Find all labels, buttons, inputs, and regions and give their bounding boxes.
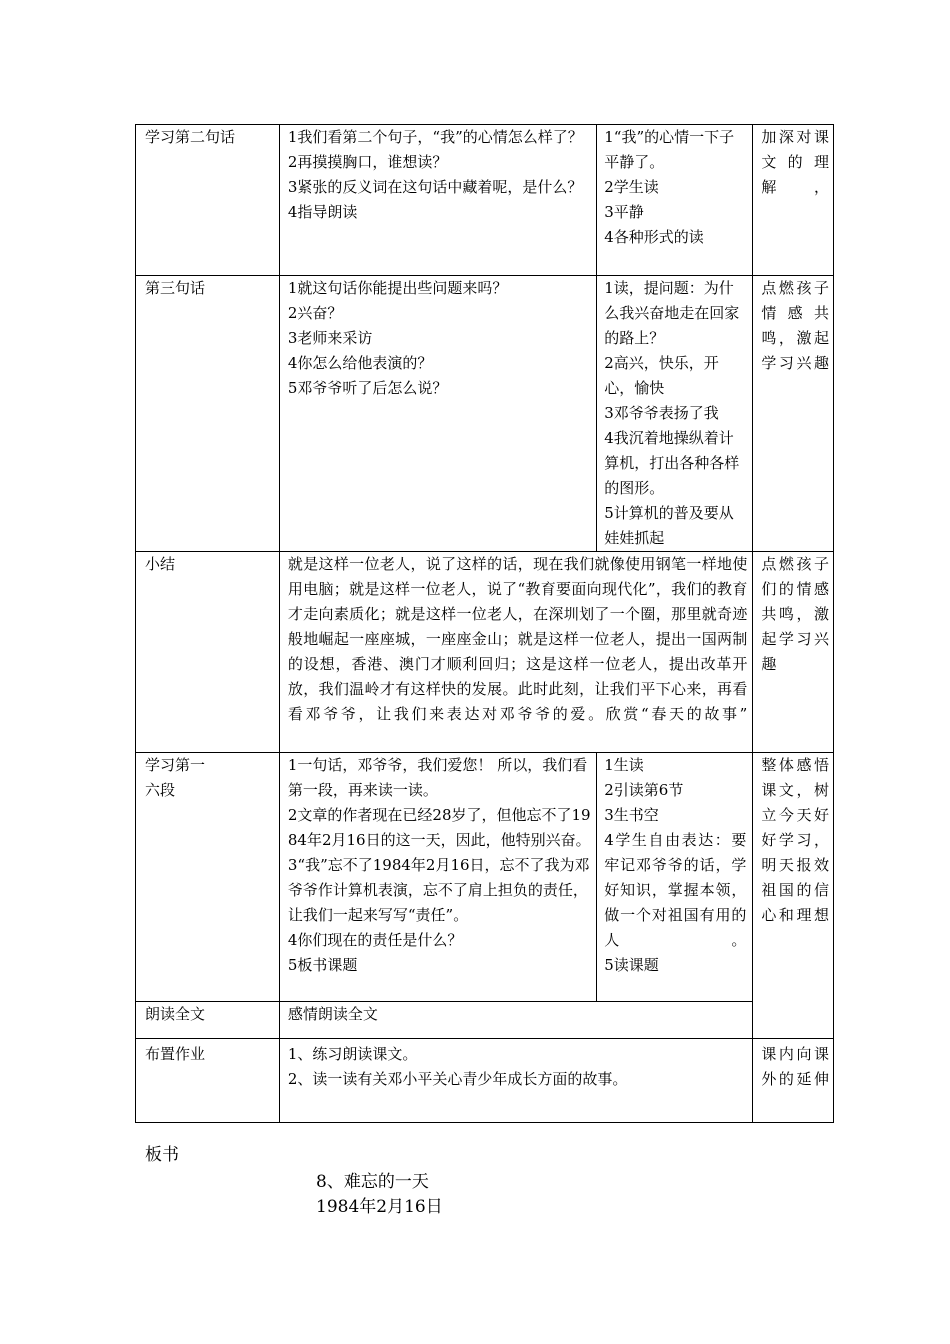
homework-line: 1、练习朗读课文。: [287, 1045, 418, 1063]
teacher-line: 2文章的作者现在已经28岁了，但他忘不了1984年2月16日的这一天，因此，他特别兴奋。: [287, 806, 591, 849]
table-row: [136, 753, 834, 1002]
student-line: 3邓爷爷表扬了我: [604, 404, 719, 422]
stage-cell: 学习第一 六段: [136, 753, 280, 1002]
teacher-line: 5板书课题: [287, 956, 358, 974]
teacher-cell: [279, 753, 596, 1002]
stage-cell: 朗读全文: [136, 1002, 280, 1039]
purpose-cell: 课内向课外的延伸: [753, 1039, 834, 1123]
stage-cell: 学习第二句话: [136, 125, 280, 276]
table-row: [136, 276, 834, 552]
teacher-line: 1就这句话你能提出些问题来吗？: [287, 279, 508, 297]
student-line: 5读课题: [604, 956, 659, 974]
table-row: [136, 552, 834, 753]
stage-cell: 布置作业: [136, 1039, 280, 1123]
board-date-line: 1984年2月16日: [316, 1197, 443, 1217]
purpose-cell: 整体感悟课文，树立今天好好学习，明天报效祖国的信心和理想: [753, 753, 834, 1039]
table-row: [136, 125, 834, 276]
student-line: 1读，提问题：为什么我兴奋地走在回家的路上？: [604, 279, 740, 347]
student-line: 1“我”的心情一下子平静了。: [604, 128, 735, 171]
student-line: 2引读第6节: [604, 781, 684, 799]
purpose-cell: 加深对课文的理解，: [753, 125, 834, 276]
teacher-cell: [279, 276, 596, 552]
student-line: 3生书空: [604, 806, 659, 824]
teacher-cell: [279, 125, 596, 276]
teacher-line: 1一句话，邓爷爷，我们爱您！ 所以，我们看第一段，再来读一读。: [287, 756, 588, 799]
teacher-line: 4你们现在的责任是什么？: [287, 931, 463, 949]
student-line: 4学生自由表达：要牢记邓爷爷的话，学好知识，掌握本领，做一个对祖国有用的人。: [604, 831, 747, 949]
student-line: 4我沉着地操纵着计算机，打出各种各样的图形。: [604, 429, 740, 497]
student-line: 1生读: [604, 756, 644, 774]
teacher-line: 3老师来采访: [287, 329, 373, 347]
teacher-line: 4你怎么给他表演的？: [287, 354, 433, 372]
student-line: 4各种形式的读: [604, 228, 704, 246]
student-line: 3平静: [604, 203, 644, 221]
student-cell: [597, 753, 753, 1002]
teacher-line: 5邓爷爷听了后怎么说？: [287, 379, 448, 397]
student-line: 2高兴，快乐，开心，愉快: [604, 354, 719, 397]
table-row: [136, 1002, 834, 1039]
lesson-plan-table: [135, 124, 834, 1123]
homework-line: 2、读一读有关邓小平关心青少年成长方面的故事。: [287, 1070, 628, 1088]
teacher-line: 4指导朗读: [287, 203, 358, 221]
teacher-line: 2兴奋？: [287, 304, 343, 322]
student-cell: [597, 276, 753, 552]
board-heading: 板书: [145, 1145, 179, 1165]
student-cell: [597, 125, 753, 276]
table-row: [136, 1039, 834, 1123]
homework-cell: [279, 1039, 752, 1123]
student-line: 5计算机的普及要从娃娃抓起: [604, 504, 734, 547]
teacher-line: 3“我”忘不了1984年2月16日，忘不了我为邓爷爷作计算机表演，忘不了肩上担负的责任，让我们一起来写写“责任”。: [287, 856, 590, 924]
teacher-line: 1我们看第二个句子，“我”的心情怎么样了？: [287, 128, 583, 146]
teacher-line: 2再摸摸胸口，谁想读？: [287, 153, 448, 171]
stage-cell: 第三句话: [136, 276, 280, 552]
teacher-line: 3紧张的反义词在这句话中藏着呢，是什么？: [287, 178, 583, 196]
purpose-cell: 点燃孩子情感共鸣，激起学习兴趣: [753, 276, 834, 552]
student-line: 2学生读: [604, 178, 659, 196]
board-title-line: 8、难忘的一天: [316, 1172, 429, 1192]
summary-cell: 就是这样一位老人，说了这样的话，现在我们就像使用钢笔一样地使用电脑；就是这样一位老人，说了“教育要面向现代化”，我们的教育才走向素质化；就是这样一位老人，在深圳划了一个圈，那里就奇迹般地崛起一座座城，一座座金山；就是这样一位老人，提出一国两制的设想，香港、澳门才顺利回归；这是这样一位老人，提出改革开放，我们温岭才有这样快的发展。此时此刻，让我们平下心来，再看看邓爷爷，让我们来表达对邓爷爷的爱。欣赏“春天的故事”: [279, 552, 752, 753]
stage-cell: 小结: [136, 552, 280, 753]
content-cell: 感情朗读全文: [279, 1002, 752, 1039]
purpose-cell: 点燃孩子们的情感共鸣，激起学习兴趣: [753, 552, 834, 753]
